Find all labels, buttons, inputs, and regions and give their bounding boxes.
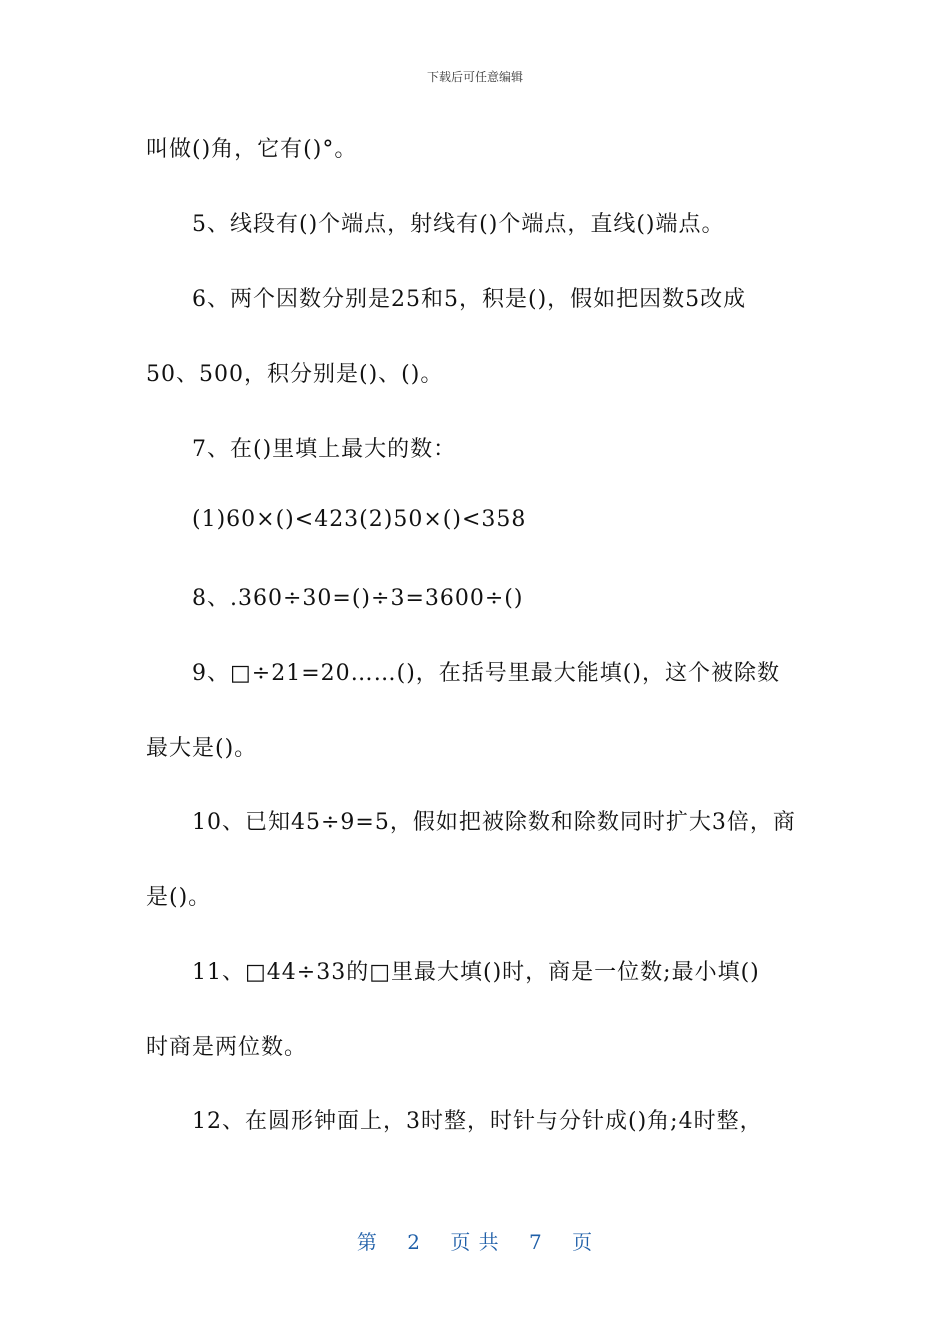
question-6: 6、两个因数分别是25和5，积是()，假如把因数5改成 [192,287,747,312]
question-7: 7、在()里填上最大的数： [192,437,457,462]
question-11: 11、□44÷33的□里最大填()时，商是一位数;最小填() [192,960,760,985]
text-line: 50、500，积分别是()、()。 [146,362,444,387]
question-9: 9、□÷21=20……()，在括号里最大能填()，这个被除数 [192,661,780,686]
question-10: 10、已知45÷9=5，假如把被除数和除数同时扩大3倍，商 [192,810,796,835]
page-header: 下载后可任意编辑 [426,70,523,84]
footer-prefix: 第 [356,1230,378,1254]
footer-middle: 页 共 [450,1230,500,1254]
text-line: (1)60×()<423(2)50×()<358 [192,507,527,532]
current-page-number: 2 [407,1230,421,1254]
footer-suffix: 页 [572,1230,594,1254]
text-line: 是()。 [146,885,212,910]
question-12: 12、在圆形钟面上，3时整，时针与分针成()角;4时整， [192,1109,763,1134]
text-line: 叫做()角，它有()°。 [146,137,358,162]
text-line: 最大是()。 [146,736,258,761]
question-5: 5、线段有()个端点，射线有()个端点，直线()端点。 [192,212,725,237]
question-8: 8、.360÷30=()÷3=3600÷() [192,586,524,611]
total-pages-number: 7 [529,1230,543,1254]
page-footer [0,1226,950,1255]
text-line: 时商是两位数。 [146,1035,308,1060]
